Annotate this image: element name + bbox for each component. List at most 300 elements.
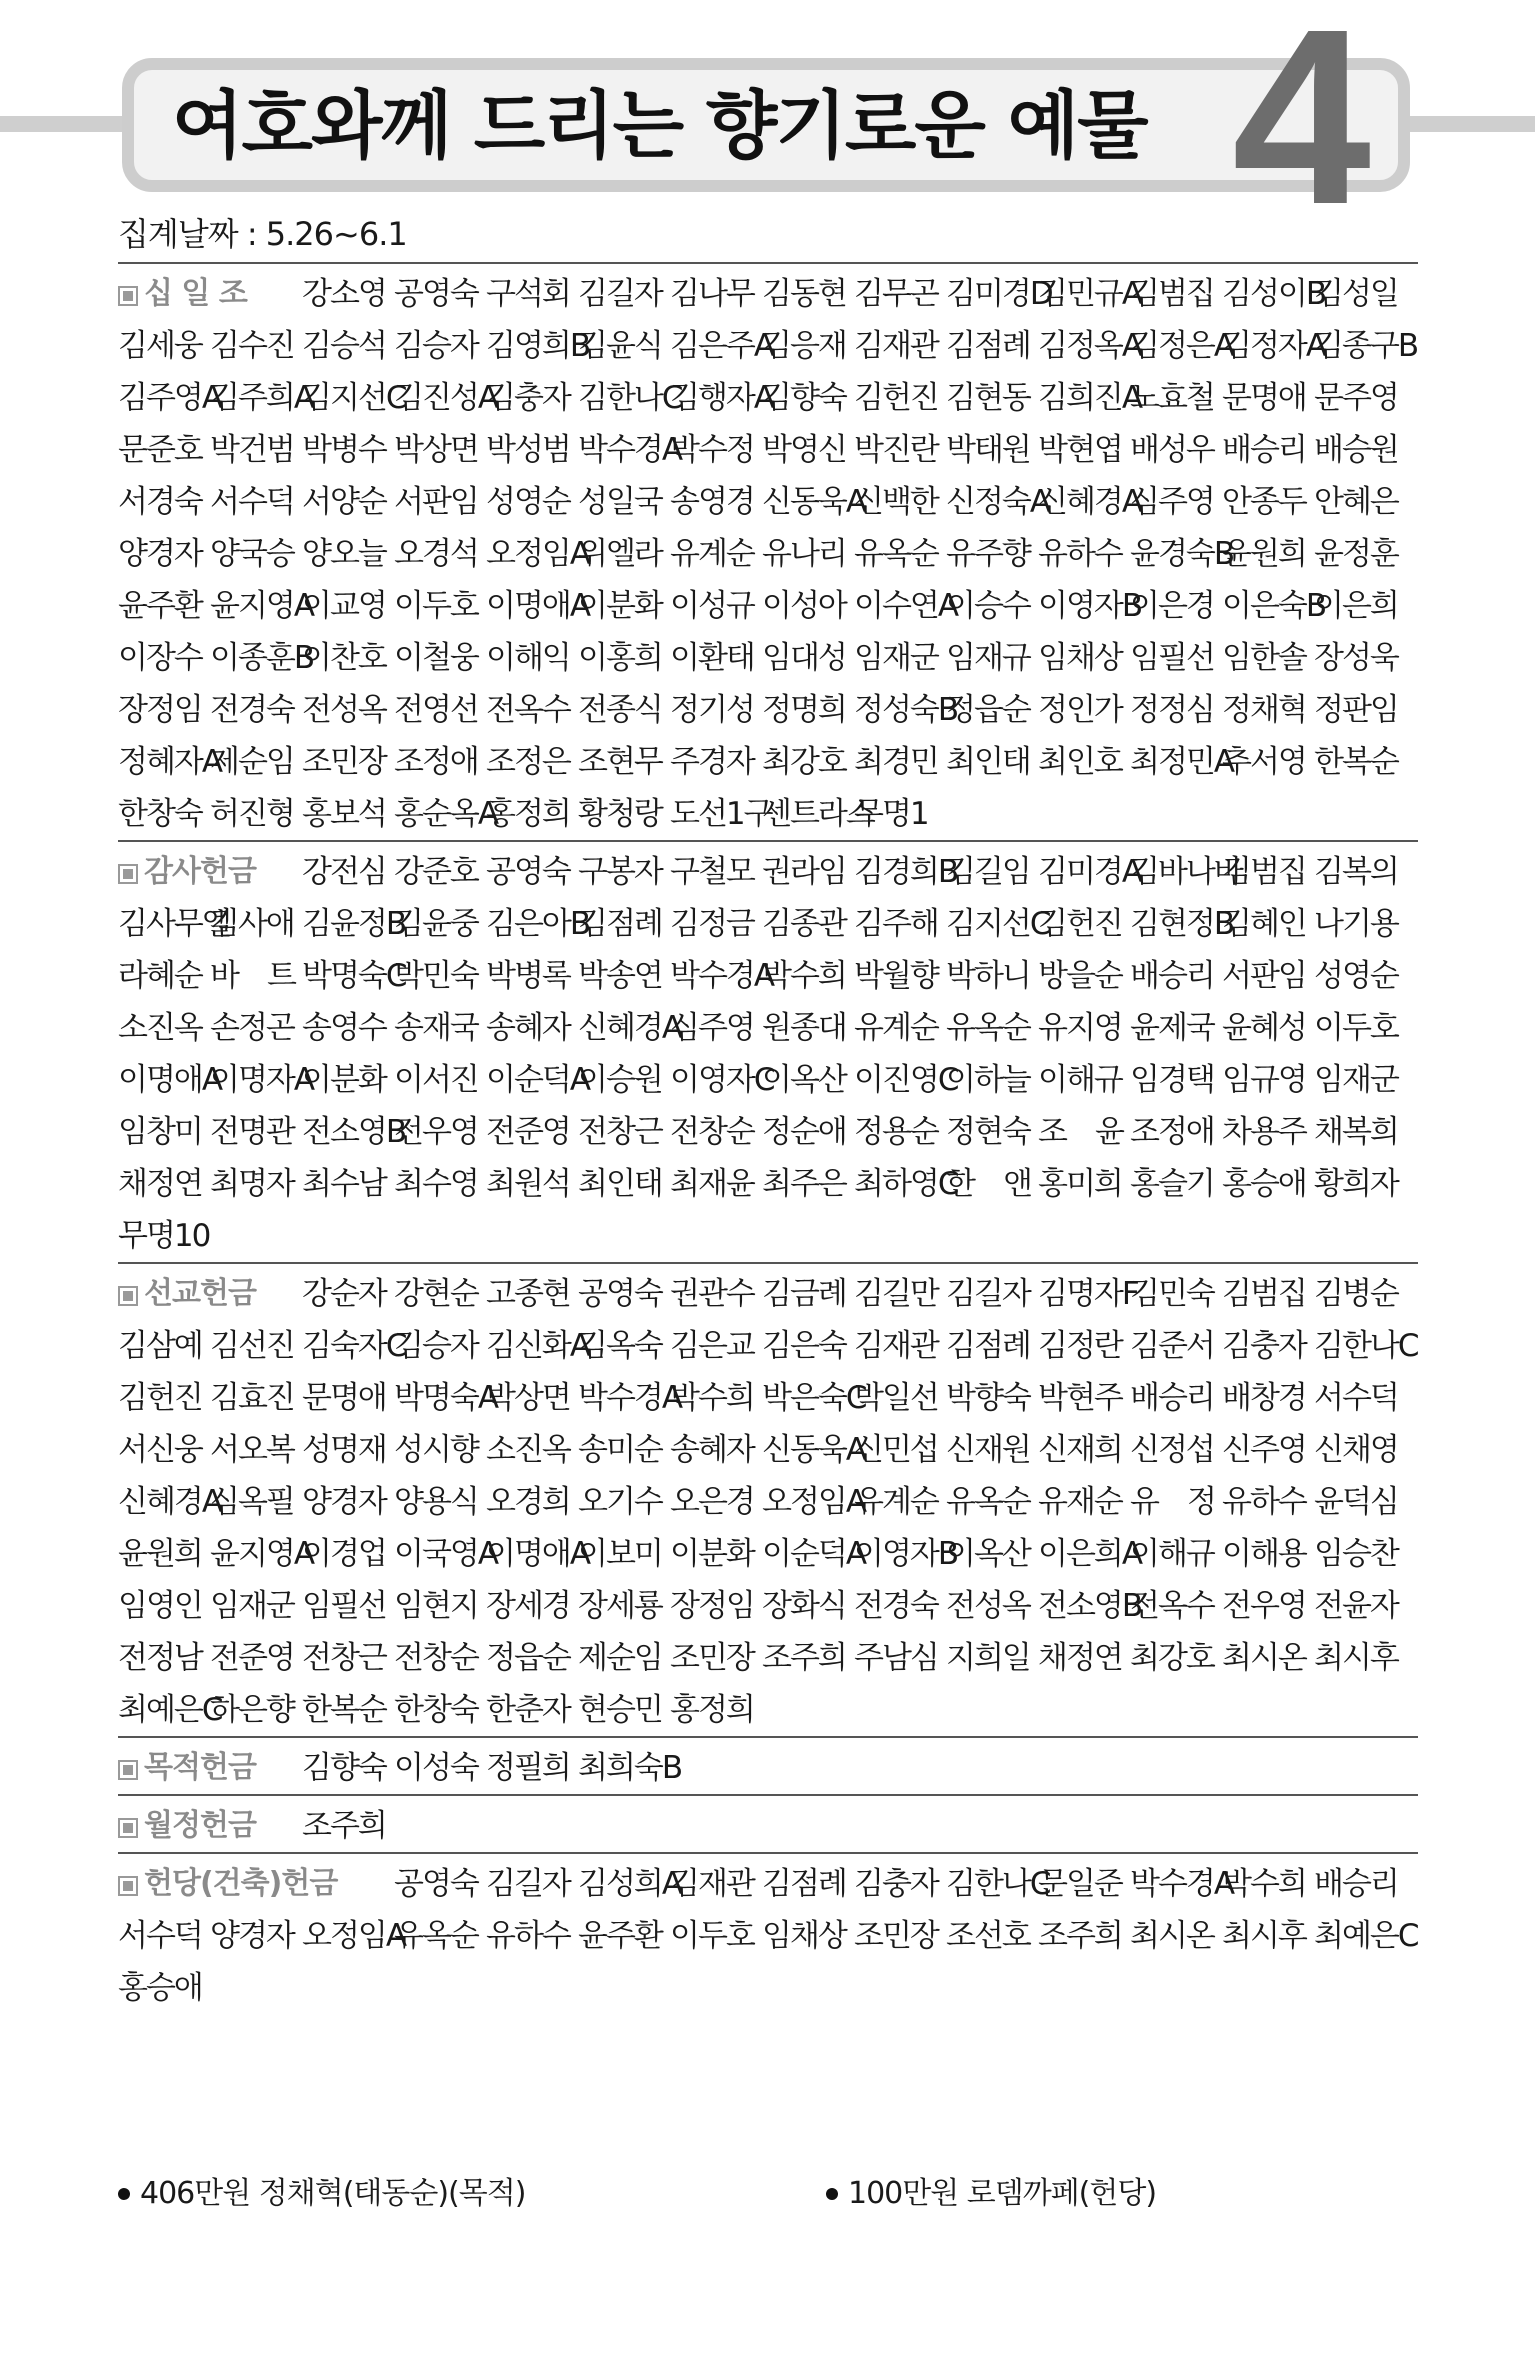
donor-name: 오경석: [394, 536, 478, 572]
donor-name: 김응재: [762, 328, 846, 364]
donor-name: 박진란: [854, 432, 938, 468]
donor-name: 전영선: [394, 692, 478, 728]
donor-name: 임승찬: [1314, 1536, 1398, 1572]
donor-name: 이찬호: [302, 640, 386, 676]
donor-name: 최명자: [210, 1166, 294, 1202]
donor-name: 김성희A: [578, 1866, 682, 1902]
donor-name: 김미경A: [1038, 854, 1142, 890]
donor-name: 전창순: [394, 1640, 478, 1676]
donor-name: 장세경: [486, 1588, 570, 1624]
offering-section: [118, 840, 1418, 1262]
section-label-text: 감사헌금: [144, 854, 256, 889]
donor-name: 최인호: [1038, 744, 1122, 780]
donor-name: 이두호: [394, 588, 478, 624]
donor-name: 김성이B: [1222, 276, 1326, 312]
donor-name: 오경희: [486, 1484, 570, 1520]
donor-name: 한복순: [1314, 744, 1398, 780]
donor-name: 고종현: [486, 1276, 570, 1312]
donor-name: 최원석: [486, 1166, 570, 1202]
donor-name: 박현엽: [1038, 432, 1122, 468]
donor-name: 원종대: [762, 1010, 846, 1046]
donor-name: 조선호: [946, 1918, 1030, 1954]
footer-left-text: 406만원 정채혁(태동순)(목적): [140, 2176, 526, 2211]
donor-name: 김성일: [1314, 276, 1398, 312]
offering-section: [118, 1262, 1418, 1736]
donor-name: 최인태: [578, 1166, 662, 1202]
donor-name: 전준영: [210, 1640, 294, 1676]
donor-name: 박수경A: [578, 1380, 682, 1416]
donor-name: 이분화: [578, 588, 662, 624]
donor-name: 홍슬기: [1130, 1166, 1214, 1202]
square-bullet-icon: [118, 1876, 138, 1896]
donor-name: 김복의: [1314, 854, 1398, 890]
donor-name: 유 정: [1130, 1484, 1215, 1520]
donor-name: 유옥순: [946, 1484, 1030, 1520]
donor-name: 김금례: [762, 1276, 846, 1312]
square-bullet-icon: [118, 864, 138, 884]
donor-name: 김지선C: [946, 906, 1050, 942]
donor-name: 임창미: [118, 1114, 202, 1150]
donor-name: 안종두: [1222, 484, 1306, 520]
donor-name: 조주희: [1038, 1918, 1122, 1954]
donor-name: 이환태: [670, 640, 754, 676]
donor-name: 이옥산: [946, 1536, 1030, 1572]
section-label: [118, 1268, 302, 1320]
donor-name: 전성옥: [946, 1588, 1030, 1624]
section-label: [118, 1800, 302, 1852]
donor-name: 최재윤: [670, 1166, 754, 1202]
donor-name: 신혜경A: [578, 1010, 682, 1046]
donor-name: 신정섭: [1130, 1432, 1214, 1468]
donor-name: 임재군: [854, 640, 938, 676]
donor-name: 김민숙: [1130, 1276, 1214, 1312]
donor-name: 심옥필: [210, 1484, 294, 1520]
donor-name: 문일준: [1038, 1866, 1122, 1902]
offering-section: [118, 1736, 1418, 1794]
donor-name: 임재군: [210, 1588, 294, 1624]
donor-name: 임한솔: [1222, 640, 1306, 676]
donor-name: 공영숙: [394, 276, 478, 312]
donor-name: 김점례: [946, 328, 1030, 364]
donor-name: 유계순: [854, 1010, 938, 1046]
donor-name: 조민장: [854, 1918, 938, 1954]
donor-name: 전우영: [1222, 1588, 1306, 1624]
donor-name: 윤원희: [118, 1536, 202, 1572]
donor-name: 권라임: [762, 854, 846, 890]
donor-name: 이경업: [302, 1536, 386, 1572]
section-label: [118, 268, 302, 320]
donor-name: 채정연: [1038, 1640, 1122, 1676]
donor-name: 이옥산: [762, 1062, 846, 1098]
donor-name: 조정애: [1130, 1114, 1214, 1150]
donor-name: 장성욱: [1314, 640, 1398, 676]
donor-name: 박상면: [486, 1380, 570, 1416]
donor-name: 주남심: [854, 1640, 938, 1676]
title-banner: [122, 58, 1410, 192]
donor-name: 김헌진: [118, 1380, 202, 1416]
donor-name: 강순자: [302, 1276, 386, 1312]
donor-name: 현승민: [578, 1692, 662, 1728]
donor-name: 김정은A: [1130, 328, 1234, 364]
donor-name: 이수연A: [854, 588, 958, 624]
donor-name: 김종구B: [1314, 328, 1418, 364]
donor-name: 김재관: [854, 328, 938, 364]
donor-name: 이영자B: [1038, 588, 1142, 624]
donor-name: 김현정B: [1130, 906, 1234, 942]
donor-name: 유하수: [1038, 536, 1122, 572]
donor-name: 배성우: [1130, 432, 1214, 468]
donor-name: 최강호: [762, 744, 846, 780]
donor-name: 전경숙: [854, 1588, 938, 1624]
donor-name: 심주영: [670, 1010, 754, 1046]
donor-name: 황청랑: [578, 796, 662, 832]
section-label-text: 선교헌금: [144, 1276, 256, 1311]
donor-name: 전윤자: [1314, 1588, 1398, 1624]
donor-name: 신채영: [1314, 1432, 1398, 1468]
donor-name: 정혜자A: [118, 744, 222, 780]
donor-name: 한춘자: [486, 1692, 570, 1728]
donor-name: 김범집: [1222, 854, 1306, 890]
donor-name: 이은희A: [1038, 1536, 1142, 1572]
donor-name: 황희자: [1314, 1166, 1398, 1202]
donor-name: 정성숙B: [854, 692, 958, 728]
donor-name: 신민섭: [854, 1432, 938, 1468]
donor-name: 김동현: [762, 276, 846, 312]
donor-name: 서수덕: [118, 1918, 202, 1954]
donor-name: 이성숙: [394, 1750, 478, 1786]
donor-name: 김점례: [946, 1328, 1030, 1364]
donor-name: 성영순: [486, 484, 570, 520]
donor-name: 신동욱A: [762, 484, 866, 520]
donor-name: 전소영B: [1038, 1588, 1142, 1624]
donor-name: 홍정희: [670, 1692, 754, 1728]
donor-name: 김주영A: [118, 380, 222, 416]
donor-name: 임규영: [1222, 1062, 1306, 1098]
donor-name: 서판임: [1222, 958, 1306, 994]
donor-name: 박민숙: [394, 958, 478, 994]
donor-name: 홍미희: [1038, 1166, 1122, 1202]
donor-name: 위엘라: [578, 536, 662, 572]
donor-name: 김범집: [1130, 276, 1214, 312]
name-grid: [118, 1858, 1418, 2014]
donor-name: 박성범: [486, 432, 570, 468]
donor-name: 최시온: [1130, 1918, 1214, 1954]
donor-name: 윤지영A: [210, 588, 314, 624]
donor-name: 송혜자: [670, 1432, 754, 1468]
donor-name: 조정은: [486, 744, 570, 780]
donor-name: 윤원희: [1222, 536, 1306, 572]
donor-name: 송재국: [394, 1010, 478, 1046]
donor-name: 노효철: [1130, 380, 1214, 416]
section-label-text: 목적헌금: [144, 1750, 256, 1785]
donor-name: 정순애: [762, 1114, 846, 1150]
donor-name: 라혜순: [118, 958, 202, 994]
donor-name: 김길임: [946, 854, 1030, 890]
donor-name: 최시후: [1222, 1918, 1306, 1954]
donor-name: 임재규: [946, 640, 1030, 676]
donor-name: 소진옥: [486, 1432, 570, 1468]
donor-name: 김경희B: [854, 854, 958, 890]
donor-name: 배승리: [1314, 1866, 1398, 1902]
donor-name: 구봉자: [578, 854, 662, 890]
donor-name: 신재희: [1038, 1432, 1122, 1468]
donor-name: 박명숙A: [394, 1380, 498, 1416]
page-title: 여호와께 드리는 향기로운 예물: [172, 83, 1147, 169]
donor-name: 정현숙: [946, 1114, 1030, 1150]
donor-name: 이서진: [394, 1062, 478, 1098]
donor-name: 김한나C: [578, 380, 682, 416]
donor-name: 유계순: [670, 536, 754, 572]
donor-name: 김종관: [762, 906, 846, 942]
donor-name: 전옥수: [1130, 1588, 1214, 1624]
donor-name: 임영인: [118, 1588, 202, 1624]
donor-name: 김지선C: [302, 380, 406, 416]
donor-name: 성시향: [394, 1432, 478, 1468]
donor-name: 홍정희: [486, 796, 570, 832]
donor-name: 구철모: [670, 854, 754, 890]
period-label: 집계날짜 : 5.26~6.1: [118, 215, 407, 253]
section-label-text: 헌당(건축)헌금: [144, 1866, 338, 1901]
donor-name: 김병순: [1314, 1276, 1398, 1312]
donor-name: 이장수: [118, 640, 202, 676]
donor-name: 이진영C: [854, 1062, 958, 1098]
donor-name: 이두호: [670, 1918, 754, 1954]
donor-name: 최예은C: [118, 1692, 222, 1728]
donor-name: 제순임: [210, 744, 294, 780]
donor-name: 서판임: [394, 484, 478, 520]
donor-name: 조 윤: [1038, 1114, 1123, 1150]
donor-name: 신정숙A: [946, 484, 1050, 520]
square-bullet-icon: [118, 1818, 138, 1838]
donor-name: 최시후: [1314, 1640, 1398, 1676]
donor-name: 박상면: [394, 432, 478, 468]
donor-name: 서경숙: [118, 484, 202, 520]
donor-name: 최예은C: [1314, 1918, 1418, 1954]
section-label: [118, 1742, 302, 1794]
donor-name: 김수진: [210, 328, 294, 364]
donor-name: 양경자: [210, 1918, 294, 1954]
donor-name: 전소영B: [302, 1114, 406, 1150]
donor-name: 무명10: [118, 1218, 210, 1254]
donor-name: 이해규: [1130, 1536, 1214, 1572]
donor-name: 김사무엘: [118, 906, 230, 942]
donor-name: 차용주: [1222, 1114, 1306, 1150]
section-label-text: 십 일 조: [144, 276, 247, 311]
donor-name: 신동욱A: [762, 1432, 866, 1468]
donor-name: 김현동: [946, 380, 1030, 416]
donor-name: 구석회: [486, 276, 570, 312]
donor-name: 김재관: [854, 1328, 938, 1364]
donor-name: 오정임A: [486, 536, 590, 572]
donor-name: 김정란: [1038, 1328, 1122, 1364]
donor-name: 배승리: [1222, 432, 1306, 468]
donor-name: 김명자F: [1038, 1276, 1138, 1312]
donor-name: 최시온: [1222, 1640, 1306, 1676]
offering-section: [118, 262, 1418, 840]
donor-name: 김정금: [670, 906, 754, 942]
page-number: 4: [1232, 0, 1364, 256]
donor-name: 최수영: [394, 1166, 478, 1202]
section-label: [118, 1858, 394, 1910]
donor-name: 이국영A: [394, 1536, 498, 1572]
donor-name: 윤주환: [578, 1918, 662, 1954]
donor-name: 김은주A: [670, 328, 774, 364]
donor-name: 최수남: [302, 1166, 386, 1202]
donor-name: 공영숙: [486, 854, 570, 890]
section-label: [118, 846, 302, 898]
donor-name: 배승원: [1314, 432, 1398, 468]
donor-name: 박명숙C: [302, 958, 406, 994]
donor-name: 성영순: [1314, 958, 1398, 994]
donor-name: 오은경: [670, 1484, 754, 1520]
donor-name: 조정애: [394, 744, 478, 780]
donor-name: 송혜자: [486, 1010, 570, 1046]
donor-name: 박현주: [1038, 1380, 1122, 1416]
donor-name: 김길자: [578, 276, 662, 312]
donor-name: 유나리: [762, 536, 846, 572]
header-line-right: [1395, 116, 1535, 132]
donor-name: 유지영: [1038, 1010, 1122, 1046]
donor-name: 전창순: [670, 1114, 754, 1150]
donor-name: 제순임: [578, 1640, 662, 1676]
donor-name: 허진형: [210, 796, 294, 832]
donor-name: 전명관: [210, 1114, 294, 1150]
donor-name: 서양순: [302, 484, 386, 520]
donor-name: 김승석: [302, 328, 386, 364]
donor-name: 지희일: [946, 1640, 1030, 1676]
donor-name: 김재관: [670, 1866, 754, 1902]
donor-name: 장정임: [118, 692, 202, 728]
donor-name: 조민장: [302, 744, 386, 780]
donor-name: 이해규: [1038, 1062, 1122, 1098]
name-grid: [118, 1268, 1418, 1736]
donor-name: 심주영: [1130, 484, 1214, 520]
donor-name: 임대성: [762, 640, 846, 676]
donor-name: 신주영: [1222, 1432, 1306, 1468]
donor-name: 박월향: [854, 958, 938, 994]
donor-name: 김은교: [670, 1328, 754, 1364]
donor-name: 이영자B: [854, 1536, 958, 1572]
donor-name: 박병수: [302, 432, 386, 468]
donor-name: 센트라스: [762, 796, 874, 832]
donor-name: 정필희: [486, 1750, 570, 1786]
donor-name: 최희숙B: [578, 1750, 682, 1786]
donor-name: 최주은: [762, 1166, 846, 1202]
donor-name: 박하니: [946, 958, 1030, 994]
donor-name: 전창근: [578, 1114, 662, 1150]
donor-name: 유계순: [854, 1484, 938, 1520]
donor-name: 전준영: [486, 1114, 570, 1150]
donor-name: 유옥순: [394, 1918, 478, 1954]
donor-name: 김충자: [854, 1866, 938, 1902]
donor-name: 김충자: [1222, 1328, 1306, 1364]
donor-name: 권관수: [670, 1276, 754, 1312]
name-grid: [118, 1742, 1418, 1794]
donor-name: 유주향: [946, 536, 1030, 572]
donor-name: 유옥순: [854, 536, 938, 572]
donor-name: 김신화A: [486, 1328, 590, 1364]
donor-name: 한 앤: [946, 1166, 1031, 1202]
donor-name: 바 트: [210, 958, 295, 994]
donor-name: 김바나바: [1130, 854, 1242, 890]
donor-name: 이분화: [302, 1062, 386, 1098]
donor-name: 윤경숙B: [1130, 536, 1234, 572]
donor-name: 박건범: [210, 432, 294, 468]
offering-list: [118, 262, 1418, 2014]
donor-name: 이명자A: [210, 1062, 314, 1098]
donor-name: 정용순: [854, 1114, 938, 1150]
offering-section: [118, 1852, 1418, 2014]
donor-name: 김한나C: [1314, 1328, 1418, 1364]
donor-name: 채복희: [1314, 1114, 1398, 1150]
donor-name: 강현순: [394, 1276, 478, 1312]
donor-name: 조현무: [578, 744, 662, 780]
section-label-text: 월정헌금: [144, 1808, 256, 1843]
donor-name: 김승자: [394, 328, 478, 364]
donor-name: 김은아B: [486, 906, 590, 942]
donor-name: 이은희: [1314, 588, 1398, 624]
donor-name: 박병록: [486, 958, 570, 994]
donor-name: 김삼예: [118, 1328, 202, 1364]
donor-name: 김은숙: [762, 1328, 846, 1364]
donor-name: 김옥숙: [578, 1328, 662, 1364]
donor-name: 윤주환: [118, 588, 202, 624]
donor-name: 배승리: [1130, 958, 1214, 994]
donor-name: 유재순: [1038, 1484, 1122, 1520]
donor-name: 정읍순: [946, 692, 1030, 728]
donor-name: 채정연: [118, 1166, 202, 1202]
donor-name: 김효진: [210, 1380, 294, 1416]
donor-name: 장정임: [670, 1588, 754, 1624]
header-line-left: [0, 116, 130, 132]
donor-name: 김준서: [1130, 1328, 1214, 1364]
donor-name: 김점례: [578, 906, 662, 942]
donor-name: 신재원: [946, 1432, 1030, 1468]
donor-name: 김무곤: [854, 276, 938, 312]
donor-name: 박송연: [578, 958, 662, 994]
donor-name: 장화식: [762, 1588, 846, 1624]
donor-name: 정인가: [1038, 692, 1122, 728]
donor-name: 이교영: [302, 588, 386, 624]
donor-name: 김희진A: [1038, 380, 1142, 416]
donor-name: 한창숙: [394, 1692, 478, 1728]
donor-name: 임경택: [1130, 1062, 1214, 1098]
donor-name: 이보미: [578, 1536, 662, 1572]
footer-right-text: 100만원 로뎀까페(헌당): [848, 2176, 1157, 2211]
donor-name: 이홍희: [578, 640, 662, 676]
donor-name: 임필선: [1130, 640, 1214, 676]
donor-name: 양오늘: [302, 536, 386, 572]
donor-name: 김주희A: [210, 380, 314, 416]
donor-name: 오정임A: [302, 1918, 406, 1954]
donor-name: 문준호: [118, 432, 202, 468]
donor-name: 정판임: [1314, 692, 1398, 728]
donor-name: 김점례: [762, 1866, 846, 1902]
donor-name: 이은경: [1130, 588, 1214, 624]
donor-name: 신백한: [854, 484, 938, 520]
donor-name: 김정옥A: [1038, 328, 1142, 364]
donor-name: 윤제국: [1130, 1010, 1214, 1046]
donor-name: 소진옥: [118, 1010, 202, 1046]
donor-name: 이명애A: [486, 588, 590, 624]
donor-name: 유옥순: [946, 1010, 1030, 1046]
donor-name: 김윤식: [578, 328, 662, 364]
donor-name: 조주희: [302, 1808, 386, 1844]
donor-name: 박태원: [946, 432, 1030, 468]
donor-name: 임채상: [762, 1918, 846, 1954]
donor-name: 이종훈B: [210, 640, 314, 676]
donor-name: 송영수: [302, 1010, 386, 1046]
